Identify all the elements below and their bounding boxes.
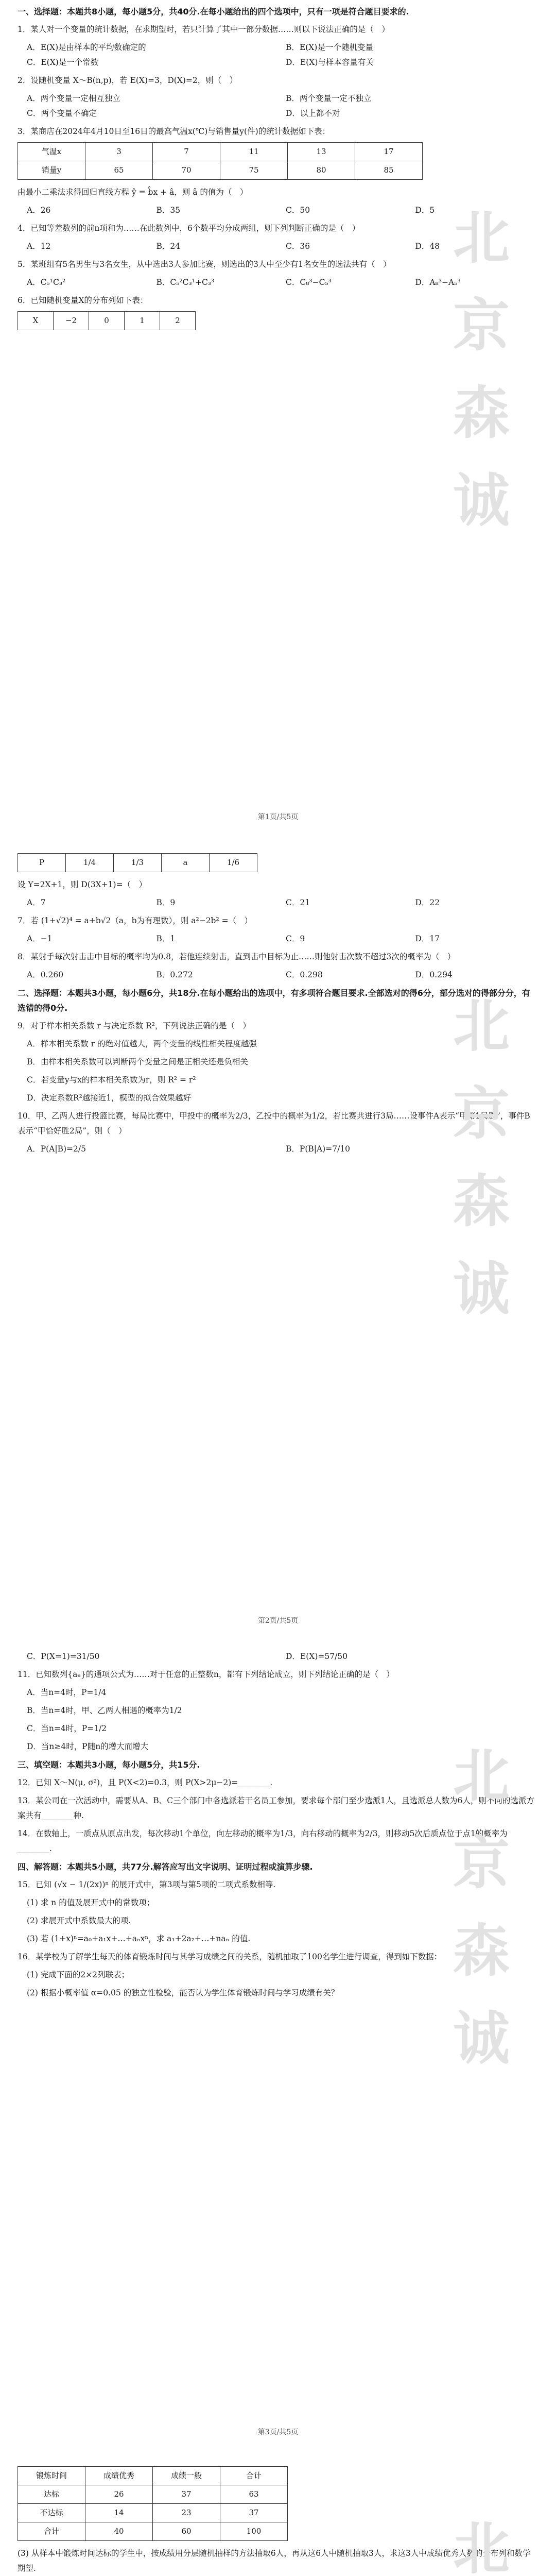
page-footer: 第3页/共5页 [257, 2428, 299, 2436]
option: C．P(X=1)=31/50 [27, 1652, 100, 1661]
table-header-cell: 锻炼时间 [18, 2467, 85, 2485]
table-cell: a [162, 854, 210, 872]
table-cell: 不达标 [18, 2504, 85, 2522]
table-cell: 14 [85, 2504, 153, 2522]
question-6-stem: 6．已知随机变量X的分布列如下表： [18, 296, 148, 305]
question-10-options-continued [18, 1649, 535, 1664]
option: B．0.272 [156, 970, 193, 979]
svg-text:北: 北 [453, 2516, 510, 2576]
table-cell: 17 [355, 143, 423, 161]
option: C．若变量y与x的样本相关系数为r，则 R² = r² [27, 1075, 196, 1084]
table-cell: 23 [153, 2504, 220, 2522]
section-title-4: 四、解答题：本题共5小题，共77分.解答应写出文字说明、证明过程或演算步骤. [18, 1862, 313, 1872]
option: D．17 [415, 934, 440, 943]
question-5-options [18, 275, 535, 290]
option: C．两个变量不确定 [27, 109, 97, 118]
option: D．22 [415, 898, 440, 907]
table-cell: 合计 [18, 2522, 85, 2541]
question-3-stem: 3．某商店在2024年4月10日至16日的最高气温x(℃)与销售量y(件)的统计数据如下表： [18, 127, 331, 136]
table-cell: 13 [288, 143, 355, 161]
table-header-cell: 合计 [220, 2467, 288, 2485]
question-6-options [18, 895, 535, 910]
question-10-stem: 10．甲、乙两人进行投篮比赛，每局比赛中，甲投中的概率为2/3，乙投中的概率为1/2，若比赛共进行3局……设事件A表示“甲第1局胜”，事件B表示“甲恰好胜2局”，则（ ） [18, 1111, 530, 1136]
svg-text:京: 京 [453, 1081, 510, 1147]
option: B．C₅²C₃¹+C₃³ [156, 278, 215, 287]
table-cell: 80 [288, 161, 355, 180]
option: B．E(X)是一个随机变量 [286, 43, 373, 52]
option: B．P(B|A)=7/10 [286, 1144, 351, 1154]
question-16-part-3: (3) 从样本中锻炼时间达标的学生中，按成绩用分层随机抽样的方法抽取6人，再从这6人中随机抽取3人，求这3人中成绩优秀人数的分布列和数学期望. [18, 2549, 531, 2573]
question-11-stem: 11．已知数列{aₙ}的通项公式为……对于任意的正整数n，都有下列结论成立，则下列结论正确的是（ ） [18, 1670, 394, 1679]
option: D．A₈³−A₅³ [415, 278, 461, 287]
svg-text:森: 森 [453, 380, 510, 446]
sub-question: (1) 求 n 的值及展开式中的常数项； [27, 1898, 155, 1907]
question-7-options [18, 931, 535, 946]
option: A．12 [27, 242, 51, 251]
option: D．以上都不对 [286, 109, 340, 118]
option: C．当n=4时，P=1/2 [27, 1724, 107, 1733]
option: D．48 [415, 242, 440, 251]
option: B．由样本相关系数可以判断两个变量之间是正相关还是负相关 [27, 1057, 248, 1066]
option: A．P(A|B)=2/5 [27, 1144, 86, 1154]
table-cell: P [18, 854, 66, 872]
question-4-stem: 4．已知等差数列的前n项和为……在此数列中，6个数平均分成两组，则下列判断正确的是（ ） [18, 224, 360, 233]
question-4-options [18, 239, 535, 254]
table-cell: 60 [153, 2522, 220, 2541]
question-16-contingency-table [18, 2466, 288, 2541]
table-cell: 37 [220, 2504, 288, 2522]
option: C．36 [286, 242, 310, 251]
option: C．21 [286, 898, 310, 907]
option: A．E(X)是由样本的平均数确定的 [27, 43, 146, 52]
question-5-stem: 5．某班组有5名男生与3名女生，从中选出3人参加比赛，则选出的3人中至少有1名女生的选法共有（ ） [18, 260, 391, 269]
table-cell: X [18, 312, 54, 330]
question-12-stem: 12．已知 X～N(μ, σ²)，且 P(X<2)=0.3，则 P(X>2μ−2)=________. [18, 1778, 273, 1787]
table-cell: −2 [54, 312, 89, 330]
question-10-options [18, 1142, 535, 1157]
svg-text:诚: 诚 [453, 468, 510, 534]
option: B．35 [156, 206, 181, 215]
question-3-options [18, 203, 535, 218]
question-1-options [18, 40, 535, 70]
table-header-cell: 成绩一般 [153, 2467, 220, 2485]
svg-text:北: 北 [453, 993, 510, 1059]
question-16-stem: 16．某学校为了解学生每天的体育锻炼时间与其学习成绩之间的关系，随机抽取了100名学生进行调查，得到如下数据： [18, 1952, 442, 1961]
table-cell: 达标 [18, 2485, 85, 2504]
table-cell: 40 [85, 2522, 153, 2541]
option: B．当n=4时，甲、乙两人相遇的概率为1/2 [27, 1706, 182, 1715]
table-cell: 1/4 [66, 854, 114, 872]
question-9-stem: 9．对于样本相关系数 r 与决定系数 R²，下列说法正确的是（ ） [18, 1021, 251, 1030]
table-cell: 气温x [18, 143, 85, 161]
table-cell: 1/6 [210, 854, 257, 872]
option: A．0.260 [27, 970, 64, 979]
option: A．当n=4时，P=1/4 [27, 1688, 107, 1697]
svg-text:北: 北 [453, 205, 510, 271]
question-1-stem: 1．某人对一个变量的统计数据，在求期望时，若只计算了其中一部分数据……则以下说法正确的是（ ） [18, 25, 390, 34]
question-3-table [18, 142, 423, 180]
option: D．E(X)与样本容量有关 [286, 58, 374, 67]
table-cell: 70 [153, 161, 220, 180]
option: B．24 [156, 242, 181, 251]
option: C．50 [286, 206, 310, 215]
svg-text:诚: 诚 [453, 2006, 510, 2072]
option: A．两个变量一定相互独立 [27, 94, 120, 103]
table-cell: 11 [220, 143, 288, 161]
question-6-table [18, 311, 196, 330]
table-cell: 63 [220, 2485, 288, 2504]
sub-question: (2) 求展开式中系数最大的项. [27, 1916, 131, 1925]
table-cell: 7 [153, 143, 220, 161]
table-cell: 100 [220, 2522, 288, 2541]
svg-text:森: 森 [453, 1918, 510, 1984]
option: D．0.294 [415, 970, 453, 979]
svg-text:森: 森 [453, 1168, 510, 1234]
table-cell: 26 [85, 2485, 153, 2504]
page-footer: 第2页/共5页 [257, 1617, 299, 1625]
sub-question: (1) 完成下面的2×2列联表； [27, 1970, 130, 1979]
section-title-1: 一、选择题：本题共8小题，每小题5分，共40分.在每小题给出的四个选项中，只有一项是符合题目要求的. [18, 7, 409, 16]
table-cell: 65 [85, 161, 153, 180]
section-title-2: 二、选择题：本题共3小题，每小题6分，共18分.在每小题给出的选项中，有多项符合题目要求.全部选对的得6分，部分选对的得部分分，有选错的得0分. [18, 988, 530, 1013]
svg-text:京: 京 [453, 1831, 510, 1896]
option: A．C₅¹C₃² [27, 278, 66, 287]
table-cell: 2 [160, 312, 196, 330]
page-footer: 第1页/共5页 [257, 813, 299, 821]
question-14-stem: 14．在数轴上，一质点从原点出发，每次移动1个单位，向左移动的概率为1/3，向右移动的概率为2/3，则移动5次后质点位于点1的概率为________. [18, 1829, 508, 1853]
page-1 [0, 0, 556, 829]
table-cell: 0 [89, 312, 125, 330]
table-cell: 1 [125, 312, 160, 330]
option: C．C₈³−C₅³ [286, 278, 332, 287]
option: A．样本相关系数 r 的绝对值越大，两个变量的线性相关程度越强 [27, 1039, 257, 1048]
option: A．−1 [27, 934, 53, 943]
option: A．26 [27, 206, 51, 215]
option: D．E(X)=57/50 [286, 1652, 348, 1661]
table-cell: 37 [153, 2485, 220, 2504]
option: C．0.298 [286, 970, 323, 979]
page-2 [0, 829, 556, 1631]
option: D．5 [415, 206, 435, 215]
option: D．当n≥4时，P随n的增大而增大 [27, 1742, 149, 1751]
sub-question: (2) 根据小概率值 α=0.05 的独立性检验，能否认为学生体育锻炼时间与学习成绩有关？ [27, 1988, 339, 1997]
table-cell: 1/3 [114, 854, 162, 872]
question-13-stem: 13．某公司在一次活动中，需要从A、B、C三个部门中各选派若干名员工参加，要求每个部门至少选派1人，且选派总人数为6人，则不同的选派方案共有________种. [18, 1796, 534, 1820]
svg-text:京: 京 [453, 293, 510, 359]
option: B．9 [156, 898, 176, 907]
option: B．1 [156, 934, 176, 943]
question-2-options [18, 91, 535, 121]
question-6-note: 设 Y=2X+1，则 D(3X+1)=（ ） [18, 880, 147, 889]
table-cell: 85 [355, 161, 423, 180]
page-4 [0, 2445, 556, 2576]
question-2-stem: 2．设随机变量 X～B(n,p)，若 E(X)=3，D(X)=2，则（ ） [18, 76, 238, 85]
question-6-prob-table [18, 853, 257, 872]
option: C．9 [286, 934, 305, 943]
svg-text:诚: 诚 [453, 1256, 510, 1322]
option: A．7 [27, 898, 46, 907]
table-cell: 3 [85, 143, 153, 161]
question-7-stem: 7．若 (1+√2)⁴ = a+b√2（a，b为有理数），则 a²−2b² =（ ） [18, 916, 253, 925]
option: C．E(X)是一个常数 [27, 58, 99, 67]
svg-text:北: 北 [453, 1743, 510, 1809]
question-3-note: 由最小二乘法求得回归直线方程 ŷ = b̂x + â，则 â 的值为（ ） [18, 188, 248, 197]
table-header-cell: 成绩优秀 [85, 2467, 153, 2485]
page-3 [0, 1631, 556, 2445]
question-15-stem: 15．已知 (√x − 1/(2x))ⁿ 的展开式中，第3项与第5项的二项式系数相等. [18, 1880, 276, 1889]
option: D．决定系数R²越接近1，模型的拟合效果越好 [27, 1093, 192, 1103]
option: B．两个变量一定不独立 [286, 94, 372, 103]
table-cell: 销量y [18, 161, 85, 180]
sub-question: (3) 若 (1+x)ⁿ=a₀+a₁x+…+aₙxⁿ，求 a₁+2a₂+…+naₙ 的值. [27, 1934, 251, 1943]
table-cell: 75 [220, 161, 288, 180]
question-8-options [18, 968, 535, 982]
question-8-stem: 8．某射手每次射击击中目标的概率均为0.8，若他连续射击，直到击中目标为止……则他射击次数不超过3次的概率为（ ） [18, 952, 456, 961]
section-title-3: 三、填空题：本题共3小题，每小题5分，共15分. [18, 1760, 200, 1770]
